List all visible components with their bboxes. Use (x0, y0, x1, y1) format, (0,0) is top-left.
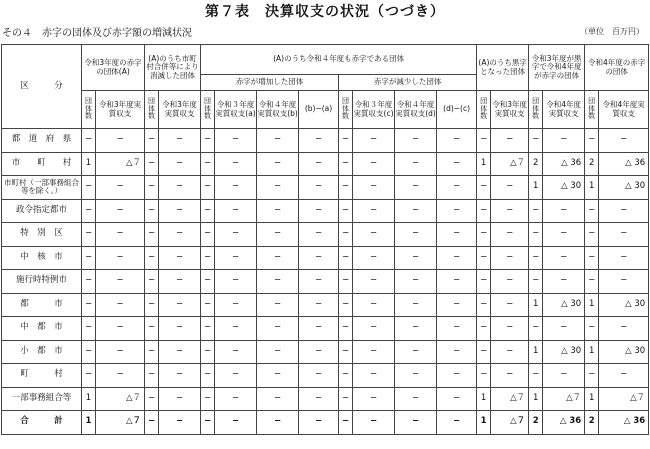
row-label: 政令指定都市 (2, 199, 82, 223)
table-cell: △ 30 (543, 293, 585, 317)
table-cell: − (395, 129, 437, 153)
header-r4-deficit-total: 令和4年度の赤字の団体 (585, 45, 649, 91)
table-cell: − (599, 270, 649, 294)
table-row (2, 340, 649, 364)
table-cell: △ 36 (599, 411, 649, 435)
table-cell: − (159, 223, 201, 247)
table-cell: − (543, 364, 585, 388)
table-cell: 1 (477, 411, 491, 435)
table-cell: − (491, 364, 529, 388)
table-cell: − (159, 246, 201, 270)
table-cell: − (599, 317, 649, 341)
table-cell: △７ (491, 387, 529, 411)
table-cell: − (491, 246, 529, 270)
table-cell: − (159, 152, 201, 176)
table-cell: − (437, 293, 477, 317)
row-label: 市町村（一部事務組合等を除く。） (2, 176, 82, 200)
table-cell: − (299, 317, 339, 341)
table-cell: − (215, 199, 257, 223)
row-label: 市 町 村 (2, 152, 82, 176)
table-cell: − (201, 223, 215, 247)
table-cell: − (145, 199, 159, 223)
table-cell: 1 (529, 293, 543, 317)
table-cell: 1 (82, 411, 96, 435)
table-cell: − (201, 246, 215, 270)
table-cell: − (159, 387, 201, 411)
table-cell: − (215, 270, 257, 294)
table-cell: − (599, 129, 649, 153)
table-cell: − (585, 364, 599, 388)
table-cell: − (477, 317, 491, 341)
table-cell: − (257, 364, 299, 388)
table-cell: − (145, 246, 159, 270)
table-cell: − (477, 364, 491, 388)
table-cell: − (339, 223, 353, 247)
unit-label: （単位 百万円） (580, 27, 644, 36)
table-cell: − (82, 223, 96, 247)
table-cell: − (201, 176, 215, 200)
table-cell: − (437, 387, 477, 411)
table-cell: − (299, 223, 339, 247)
row-label: 小 都 市 (2, 340, 82, 364)
table-cell: − (299, 387, 339, 411)
table-cell: − (299, 246, 339, 270)
col-count: 団体数 (145, 91, 159, 129)
table-cell: − (437, 199, 477, 223)
table-cell: − (529, 317, 543, 341)
table-cell: △ 30 (543, 340, 585, 364)
table-cell: − (159, 270, 201, 294)
table-cell: − (82, 270, 96, 294)
table-cell: − (353, 176, 395, 200)
table-cell: − (96, 270, 145, 294)
table-cell: − (353, 129, 395, 153)
table-cell: − (491, 129, 529, 153)
table-cell: − (145, 270, 159, 294)
table-cell: − (96, 317, 145, 341)
table-cell: − (477, 223, 491, 247)
table-cell: 2 (585, 411, 599, 435)
table-cell: − (353, 293, 395, 317)
table-cell: − (437, 223, 477, 247)
table-cell: − (437, 152, 477, 176)
table-cell: △７ (543, 387, 585, 411)
table-cell: − (82, 176, 96, 200)
table-cell: − (257, 293, 299, 317)
table-cell: − (585, 317, 599, 341)
table-cell: − (82, 364, 96, 388)
table-cell: 1 (477, 152, 491, 176)
table-cell: 1 (585, 176, 599, 200)
header-increase: 赤字が増加した団体 (201, 75, 339, 91)
col-count: 団体数 (82, 91, 96, 129)
row-label: 特 別 区 (2, 223, 82, 247)
col-count: 団体数 (339, 91, 353, 129)
table-cell: 1 (529, 176, 543, 200)
table-cell: − (395, 199, 437, 223)
table-cell: − (215, 152, 257, 176)
table-cell: △７ (96, 152, 145, 176)
table-cell: − (353, 411, 395, 435)
table-row (2, 317, 649, 341)
table-cell: − (299, 270, 339, 294)
table-cell: − (215, 317, 257, 341)
col-count: 団体数 (529, 91, 543, 129)
table-cell: − (477, 270, 491, 294)
col-diff-dc: (d)−(c) (437, 91, 477, 129)
table-cell: − (159, 199, 201, 223)
table-cell: − (145, 223, 159, 247)
table-cell: − (215, 293, 257, 317)
col-r3-actual-a: 令和３年度実質収支(a) (215, 91, 257, 129)
table-cell: △ 30 (599, 176, 649, 200)
table-cell: − (82, 199, 96, 223)
table-cell: − (339, 152, 353, 176)
row-label: 都 道 府 県 (2, 129, 82, 153)
table-cell: − (339, 364, 353, 388)
table-cell: − (437, 176, 477, 200)
col-r3-actual: 令和3年度実質収支 (159, 91, 201, 129)
col-diff-ba: (b)−(a) (299, 91, 339, 129)
table-cell: − (339, 246, 353, 270)
table-row (2, 293, 649, 317)
header-r4-deficit: (A)のうち令和４年度も赤字である団体 (201, 45, 477, 75)
table-cell: − (543, 246, 585, 270)
col-r4-actual-b: 令和４年度実質収支(b) (257, 91, 299, 129)
table-cell: − (215, 387, 257, 411)
table-cell: − (215, 364, 257, 388)
col-r4-actual: 令和4年度実質収支 (543, 91, 585, 129)
table-cell: △７ (96, 387, 145, 411)
table-cell: − (299, 152, 339, 176)
table-cell: − (529, 364, 543, 388)
table-cell: − (339, 176, 353, 200)
table-cell: − (477, 199, 491, 223)
table-cell: − (395, 270, 437, 294)
table-cell: − (145, 317, 159, 341)
table-cell: − (257, 152, 299, 176)
table-cell: − (299, 129, 339, 153)
table-row (2, 199, 649, 223)
table-cell: − (599, 246, 649, 270)
table-cell: − (82, 340, 96, 364)
header-kubun: 区 分 (2, 45, 82, 129)
col-count: 団体数 (585, 91, 599, 129)
table-cell: − (339, 270, 353, 294)
table-cell: − (215, 246, 257, 270)
table-cell: − (215, 176, 257, 200)
table-row (2, 129, 649, 153)
table-cell: − (96, 199, 145, 223)
table-cell: − (82, 246, 96, 270)
table-cell: − (201, 340, 215, 364)
table-cell: − (585, 223, 599, 247)
table-row (2, 246, 649, 270)
table-cell: − (491, 270, 529, 294)
table-cell: − (96, 129, 145, 153)
table-cell: − (145, 129, 159, 153)
table-cell: − (585, 129, 599, 153)
table-cell: − (437, 129, 477, 153)
col-r3-actual: 令和3年度実質収支 (491, 91, 529, 129)
table-cell: − (82, 317, 96, 341)
table-cell: − (395, 364, 437, 388)
table-cell: − (339, 411, 353, 435)
table-cell: 1 (82, 152, 96, 176)
table-cell: − (96, 176, 145, 200)
table-cell: − (96, 246, 145, 270)
row-label: 町 村 (2, 364, 82, 388)
page-title: 第７表 決算収支の状況（つづき） (205, 4, 445, 20)
table-cell: − (353, 340, 395, 364)
table-cell: − (395, 152, 437, 176)
table-cell: − (201, 129, 215, 153)
table-cell: 1 (477, 387, 491, 411)
table-row (2, 411, 649, 435)
row-label: 合 計 (2, 411, 82, 435)
header-r3-surplus-r4-deficit: 令和3年度が黒字で令和4年度が赤字の団体 (529, 45, 585, 91)
table-cell: − (145, 152, 159, 176)
table-cell: − (159, 129, 201, 153)
table-cell: − (491, 223, 529, 247)
table-cell: − (491, 340, 529, 364)
table-cell: − (299, 199, 339, 223)
table-cell: − (477, 176, 491, 200)
table-cell: − (201, 364, 215, 388)
table-cell: − (257, 129, 299, 153)
table-cell: − (529, 223, 543, 247)
table-cell: − (353, 199, 395, 223)
table-cell: − (543, 317, 585, 341)
table-cell: − (599, 223, 649, 247)
table-cell: 1 (585, 340, 599, 364)
table-cell: − (145, 176, 159, 200)
table-cell: − (395, 340, 437, 364)
table-cell: − (299, 411, 339, 435)
table-cell: − (299, 176, 339, 200)
table-cell: − (159, 317, 201, 341)
table-cell: − (82, 129, 96, 153)
table-row (2, 270, 649, 294)
header-surplus: (A)のうち黒字となった団体 (477, 45, 529, 91)
table-cell: − (339, 387, 353, 411)
table-cell: − (145, 364, 159, 388)
table-cell: 1 (585, 293, 599, 317)
table-body (2, 129, 649, 435)
table-cell: − (585, 270, 599, 294)
header-r3-deficit: 令和3年度の赤字の団体(A) (82, 45, 145, 91)
table-row (2, 176, 649, 200)
col-r4-actual-d: 令和４年度実質収支(d) (395, 91, 437, 129)
table-cell: △ 36 (599, 152, 649, 176)
table-cell: − (599, 364, 649, 388)
table-cell: − (477, 246, 491, 270)
table-cell: − (543, 270, 585, 294)
table-cell: − (477, 293, 491, 317)
table-cell: − (257, 199, 299, 223)
row-label: 都 市 (2, 293, 82, 317)
table-cell: − (353, 270, 395, 294)
table-cell: − (353, 223, 395, 247)
table-cell: − (215, 340, 257, 364)
table-cell: − (201, 199, 215, 223)
table-cell: − (145, 293, 159, 317)
table-subtitle: その４ 赤字の団体及び赤字額の増減状況 (2, 28, 192, 39)
table-cell: − (215, 129, 257, 153)
table-cell: − (299, 340, 339, 364)
table-cell: − (159, 176, 201, 200)
table-cell: − (96, 364, 145, 388)
table-cell: − (215, 223, 257, 247)
row-label: 施行時特例市 (2, 270, 82, 294)
table-cell: 1 (529, 340, 543, 364)
table-cell: 1 (82, 387, 96, 411)
table-cell: − (339, 317, 353, 341)
table-cell: − (395, 246, 437, 270)
table-cell: − (353, 317, 395, 341)
table-cell: − (395, 387, 437, 411)
table-cell: − (145, 411, 159, 435)
table-cell: − (299, 293, 339, 317)
table-cell: − (339, 129, 353, 153)
table-cell: − (159, 364, 201, 388)
table-cell: − (395, 223, 437, 247)
table-cell: 2 (585, 152, 599, 176)
table-cell: − (491, 176, 529, 200)
table-cell: − (395, 293, 437, 317)
table-cell: − (82, 293, 96, 317)
table-cell: − (159, 411, 201, 435)
table-cell: − (437, 246, 477, 270)
col-r3-actual: 令和3年度実質収支 (96, 91, 145, 129)
col-count: 団体数 (477, 91, 491, 129)
table-cell: − (215, 411, 257, 435)
row-label: 中 核 市 (2, 246, 82, 270)
table-cell: − (599, 199, 649, 223)
table-cell: − (529, 129, 543, 153)
table-cell: − (159, 293, 201, 317)
table-cell: △ 30 (599, 293, 649, 317)
row-label: 一部事務組合等 (2, 387, 82, 411)
table-row (2, 364, 649, 388)
table-cell: 1 (585, 387, 599, 411)
table-row (2, 223, 649, 247)
table-cell: − (477, 340, 491, 364)
table-cell: △ 30 (543, 176, 585, 200)
table-cell: − (395, 411, 437, 435)
table-cell: − (491, 293, 529, 317)
header-merged: (A)のうち市町村合併等により消滅した団体 (145, 45, 201, 91)
table-cell: − (159, 340, 201, 364)
table-cell: △７ (96, 411, 145, 435)
table-cell: △７ (491, 411, 529, 435)
table-cell: − (543, 199, 585, 223)
table-cell: − (257, 223, 299, 247)
table-cell: − (257, 176, 299, 200)
col-r3-actual-c: 令和３年度実質収支(c) (353, 91, 395, 129)
table-cell: − (257, 270, 299, 294)
table-cell: − (437, 411, 477, 435)
table-cell: − (299, 364, 339, 388)
table-cell: 2 (529, 411, 543, 435)
table-cell: − (257, 411, 299, 435)
col-count: 団体数 (201, 91, 215, 129)
table-cell: − (529, 199, 543, 223)
table-cell: − (353, 152, 395, 176)
table-cell: − (96, 223, 145, 247)
table-cell: − (543, 223, 585, 247)
header-decrease: 赤字が減少した団体 (339, 75, 477, 91)
col-r4-actual: 令和4年度実質収支 (599, 91, 649, 129)
table-cell: − (395, 317, 437, 341)
table-cell: − (437, 340, 477, 364)
table-cell: − (145, 340, 159, 364)
table-cell: − (96, 340, 145, 364)
table-cell: − (353, 246, 395, 270)
table-cell: − (201, 152, 215, 176)
table-cell: △７ (599, 387, 649, 411)
table-cell: − (257, 317, 299, 341)
table-cell: − (96, 293, 145, 317)
table-cell: − (543, 129, 585, 153)
table-cell: − (201, 270, 215, 294)
table-cell: − (257, 340, 299, 364)
table-cell: − (437, 270, 477, 294)
table-cell: − (201, 317, 215, 341)
table-cell: − (491, 317, 529, 341)
table-cell: − (395, 176, 437, 200)
table-cell: − (491, 199, 529, 223)
table-cell: 1 (529, 387, 543, 411)
table-cell: − (201, 387, 215, 411)
table-cell: − (477, 129, 491, 153)
table-row (2, 152, 649, 176)
table-cell: − (585, 246, 599, 270)
table-cell: △ 30 (599, 340, 649, 364)
deficit-table (1, 44, 649, 435)
table-cell: − (339, 340, 353, 364)
table-cell: − (339, 293, 353, 317)
table-cell: − (257, 387, 299, 411)
table-cell: − (353, 387, 395, 411)
table-cell: − (437, 364, 477, 388)
table-cell: △ 36 (543, 411, 585, 435)
table-cell: − (145, 387, 159, 411)
table-cell: − (257, 246, 299, 270)
table-cell: △７ (491, 152, 529, 176)
table-cell: − (201, 411, 215, 435)
row-label: 中 都 市 (2, 317, 82, 341)
table-cell: − (437, 317, 477, 341)
table-cell: − (339, 199, 353, 223)
table-cell: − (353, 364, 395, 388)
table-cell: − (585, 199, 599, 223)
table-row (2, 387, 649, 411)
table-cell: 2 (529, 152, 543, 176)
table-cell: − (529, 270, 543, 294)
table-cell: − (529, 246, 543, 270)
table-cell: − (201, 293, 215, 317)
table-cell: △ 36 (543, 152, 585, 176)
